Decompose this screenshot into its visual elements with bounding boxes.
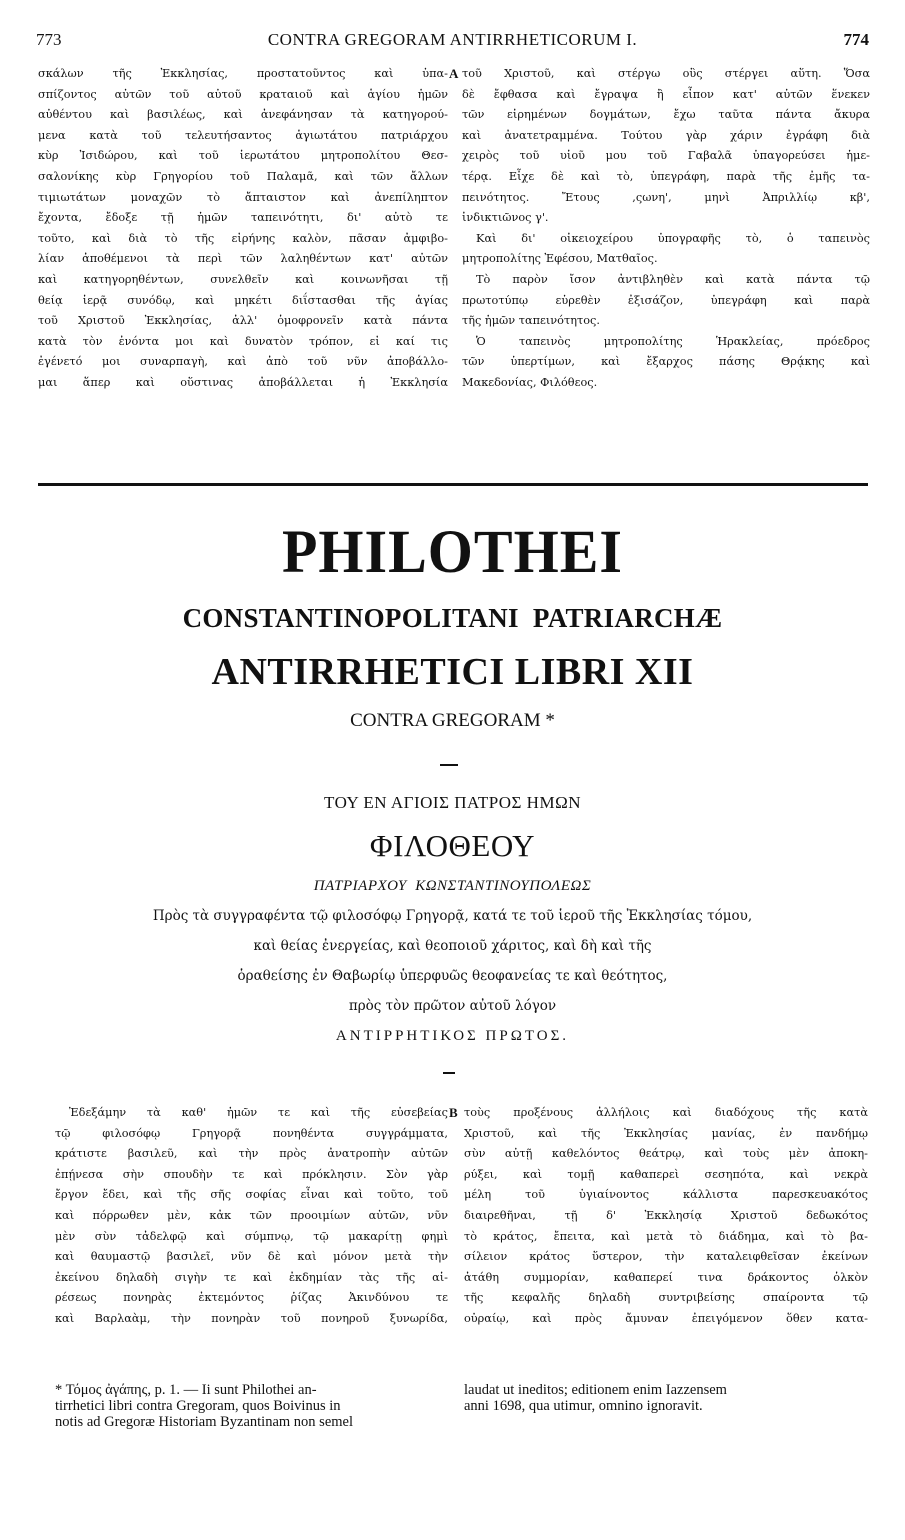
footnote-line: tirrhetici libri contra Gregoram, quos Boivinus in — [55, 1398, 341, 1414]
text-line: ἀτάθη συμμορίαν, καθαπερεί τινα δράκοντος ὁλκὸν — [464, 1270, 868, 1284]
left-page-number: 773 — [36, 30, 62, 49]
text-line: τοὺς προξένους ἀλλήλοις καὶ διαδόχους τῆς κατὰ — [464, 1106, 868, 1119]
text-line: καὶ θαυμαστῷ βασιλεῖ, νῦν δὲ καὶ μόνον μετὰ τὴν — [55, 1250, 448, 1264]
text-line: τῶν ὑπερτίμων, καὶ ἔξαρχος πάσης Θρᾴκης καὶ — [462, 355, 870, 369]
top-left-column — [38, 64, 448, 394]
bottom-right-column — [464, 1103, 868, 1330]
text-line: τιμιωτάτων μοναχῶν τὸ ἄπταιστον καὶ ἀνεπίληπτον — [38, 190, 448, 204]
text-line: καὶ Βαρλαὰμ, τὴν πονηρὰν τοῦ πονηροῦ ξυνωρίδα, — [55, 1311, 448, 1325]
margin-marker-b: B — [449, 1105, 458, 1120]
text-line: σαλονίκης κὺρ Γρηγορίου τοῦ Παλαμᾶ, καὶ τῶν ἄλλων — [38, 169, 448, 183]
footnote-left — [55, 1382, 445, 1430]
text-line: σπίζοντος αὐτῶν τοῦ αὐτοῦ κραταιοῦ καὶ ἁγίου ἡμῶν — [38, 87, 448, 101]
text-line: Καὶ δι' οἰκειοχείρου ὑπογραφῆς τὸ, ὁ ταπεινὸς — [476, 231, 870, 245]
footnote-line: * Τόμος ἀγάπης, p. 1. — Ii sunt Philothei an- — [55, 1382, 317, 1398]
text-line: πεινότητος. Ἔτους ,ςωνη', μηνὶ Ἀπριλλίῳ κβ', — [462, 190, 870, 204]
subtitle-line: ὁραθείσης ἐν Θαβωρίῳ ὑπερφυῶς θεοφανείας τε καὶ θεότητος, — [237, 968, 668, 984]
footnote-right — [464, 1382, 864, 1414]
greek-heading-1: ΤΟΥ ΕΝ ΑΓΙΟΙΣ ΠΑΤΡΟΣ ΗΜΩΝ — [324, 793, 581, 812]
text-line: τῷ φιλοσόφῳ Γρηγορᾷ πονηθέντα συγγράμματα, — [55, 1126, 448, 1140]
text-line: σίλειον κράτος ὕστερον, τὴν καταλειφθεῖσαν ἐκείνων — [464, 1250, 868, 1264]
text-line: κράτιστε βασιλεῦ, καὶ τὴν πρὸς ἀνατροπὴν αὐτῶν — [55, 1147, 448, 1161]
text-line: τοῦ Χριστοῦ Ἐκκλησίας, ἀλλ' ὁμοφρονεῖν κατὰ πάντα — [38, 314, 448, 328]
footnote-line: notis ad Gregoræ Historiam Byzantinam non semel — [55, 1414, 354, 1430]
text-line: τῆς κεφαλῆς δηλαδὴ συντριβείσης σπαίροντα τῷ — [464, 1291, 868, 1305]
text-line: πρωτοτύπῳ εὑρεθὲν ἐξισάζον, ὑπεγράφη καὶ παρὰ — [462, 293, 870, 307]
section-title: ΑΝΤΙΡΡΗΤΙΚΟΣ ΠΡΩΤΟΣ. — [335, 1028, 570, 1044]
text-line: τοῦ Χριστοῦ, καὶ στέργω οὓς στέργει αὕτη. Ὅσα — [462, 67, 870, 80]
greek-heading-philotheou: ΦΙΛΟΘΕΟΥ — [369, 828, 536, 863]
text-line: ἐπῄνεσα σὴν σπουδὴν τε καὶ πρόκλησιν. Σὸν γὰρ — [55, 1167, 448, 1181]
title-contra-gregoram: CONTRA GREGORAM * — [350, 710, 555, 731]
text-line: τοῦτο, καὶ διὰ τὸ τῆς εἰρήνης καλὸν, πᾶσαν ἀμφιβο- — [38, 231, 448, 245]
text-line: λίαν ἀποθέμενοι τὰ περὶ τῶν λαληθέντων κατ' αὐτῶν — [38, 252, 448, 266]
text-line: μενα κατὰ τοῦ τελευτήσαντος ἁγιωτάτου πατριάρχου — [38, 128, 448, 142]
top-right-column — [462, 64, 870, 394]
text-line: τῆς ἡμῶν ταπεινότητος. — [462, 314, 600, 328]
title-antirrhetici: ANTIRRHETICI LIBRI XII — [211, 651, 694, 693]
running-title: CONTRA GREGORAM ANTIRRHETICORUM I. — [267, 30, 638, 49]
margin-marker-a: A — [449, 66, 459, 81]
section-dash — [443, 1072, 455, 1074]
subtitle-line: πρὸς τὸν πρῶτον αὐτοῦ λόγον — [348, 998, 557, 1014]
text-line: τῶν εἰρημένων δογμάτων, ἔχω ταῦτα πάντα ἄκυρα — [462, 108, 870, 122]
text-line: ρύξει, καὶ τομῇ καθαπερεὶ σεσηπότα, καὶ νεκρὰ — [464, 1167, 868, 1181]
text-line: χειρὸς τοῦ υἱοῦ μου τοῦ Γαβαλᾶ ὑπαγορεύσει ἡμε- — [462, 149, 870, 163]
text-line: σὺν αὐτῇ καθελόντος θεάτρῳ, καὶ τοὺς μὲν ἀποκη- — [464, 1147, 868, 1161]
title-philothei: PHILOTHEI — [282, 517, 623, 586]
text-line: καὶ πόρρωθεν μὲν, κἀκ τῶν προοιμίων αὐτῶν, νῦν — [55, 1208, 448, 1222]
running-header — [36, 30, 869, 54]
text-line: ἐγένετό μοι συναρπαγὴ, καὶ ἀπὸ τοῦ νῦν ἀποβάλλο- — [38, 355, 448, 369]
bottom-left-column — [55, 1103, 448, 1330]
text-line: τὸ κράτος, ἔπειτα, καὶ μετὰ τὸ διάδημα, καὶ τὸ βα- — [464, 1229, 868, 1243]
text-line: αὐθέντου καὶ βασιλέως, καὶ ἀνεφάνησαν τὰ κατηγορού- — [38, 108, 448, 122]
text-line: κὺρ Ἰσιδώρου, καὶ τοῦ ἱερωτάτου μητροπολίτου Θεσ- — [38, 149, 448, 163]
footnote-line: laudat ut ineditos; editionem enim Iazzensem — [464, 1382, 727, 1398]
text-line: κατὰ τὸν ἐνόντα μοι καὶ δυνατὸν τρόπον, εἰ καί τις — [38, 334, 448, 348]
greek-heading-patriarch: ΠΑΤΡΙΑΡΧΟΥ ΚΩΝΣΤΑΝΤΙΝΟΥΠΟΛΕΩΣ — [313, 878, 592, 894]
right-page-number: 774 — [843, 30, 869, 49]
text-line: μαι ἅπερ καὶ οὕστινας ἀποβάλλεται ἡ Ἐκκλησία — [38, 375, 448, 389]
text-line: ἰνδικτιῶνος γ'. — [462, 211, 549, 225]
text-line: σκάλων τῆς Ἐκκλησίας, προστατοῦντος καὶ ὑπα- — [38, 67, 448, 80]
text-line: μέλη τοῦ ὑγιαίνοντος κάλλιστα παρεσκευακότος — [464, 1188, 868, 1202]
text-line: Ὁ ταπεινὸς μητροπολίτης Ἡρακλείας, πρόεδρος — [476, 334, 870, 348]
text-line: καὶ ἀνατετραμμένα. Τούτου γὰρ χάριν ἐγράφη διὰ — [462, 128, 870, 142]
text-line: μὲν σὺν τἀδελφῷ καὶ σύμπνῳ, τῷ μακαρίτῃ φημὶ — [55, 1229, 448, 1243]
text-line: ἔχοντα, ἔδοξε τῇ ἡμῶν ταπεινότητι, δι' αὐτὸ τε — [38, 211, 448, 225]
text-line: Ἐδεξάμην τὰ καθ' ἡμῶν τε καὶ τῆς εὐσεβείας — [69, 1106, 448, 1119]
text-line: οὐραίῳ, καὶ πρὸς ἄμυναν ἐπειγόμενον ὅθεν κατα- — [464, 1311, 868, 1325]
text-line: ἔργον ἔδει, καὶ τῆς σῆς σοφίας εἶναι καὶ τοῦτο, τοῦ — [55, 1188, 448, 1202]
text-line: Μακεδονίας, Φιλόθεος. — [462, 375, 598, 389]
subtitle-line: Πρὸς τὰ συγγραφέντα τῷ φιλοσόφῳ Γρηγορᾷ, κατά τε τοῦ ἱεροῦ τῆς Ἐκκλησίας τόμου, — [152, 908, 753, 924]
text-line: μητροπολίτης Ἐφέσου, Ματθαῖος. — [462, 252, 658, 266]
section-divider — [38, 483, 868, 486]
subtitle-line: καὶ θείας ἐνεργείας, καὶ θεοποιοῦ χάριτος, καὶ δὴ καὶ τῆς — [253, 938, 652, 954]
text-line: διαιρεθῆναι, τῇ δ' Ἐκκλησίᾳ Χριστοῦ δεδωκότος — [464, 1208, 868, 1222]
text-line: θείᾳ ἱερᾷ συνόδῳ, καὶ μηκέτι διΐστασθαι τῆς ἁγίας — [38, 293, 448, 307]
text-line: ρέσεως πονηρὰς ἐκτεμόντος ῥίζας Ἀκινδύνου τε — [55, 1291, 448, 1305]
footnote-line: anni 1698, qua utimur, omnino ignoravit. — [464, 1398, 703, 1414]
text-line: Τὸ παρὸν ἴσον ἀντιβληθὲν καὶ κατὰ πάντα τῷ — [476, 272, 870, 286]
text-line: δὲ ἔφθασα καὶ ἔγραψα ἢ εἶπον κατ' αὐτῶν ἕνεκεν — [462, 87, 870, 101]
text-line: Χριστοῦ, καὶ τῆς Ἐκκλησίας μανίας, ἐν πανδήμῳ — [464, 1126, 868, 1140]
text-line: ἐκείνου δηλαδὴ σιγὴν τε καὶ ἐκδημίαν τὰς τῆς αἱ- — [55, 1270, 448, 1284]
title-patriarch: CONSTANTINOPOLITANI PATRIARCHÆ — [182, 603, 723, 633]
text-line: καὶ κατηγορηθέντων, συνελθεῖν καὶ κοινωνῆσαι τῇ — [38, 272, 448, 286]
text-line: τέρᾳ. Εἶχε δὲ καὶ τὸ, ὑπεγράφη, παρὰ τῆς ἐμῆς τα- — [462, 169, 870, 183]
title-dash — [440, 764, 458, 766]
